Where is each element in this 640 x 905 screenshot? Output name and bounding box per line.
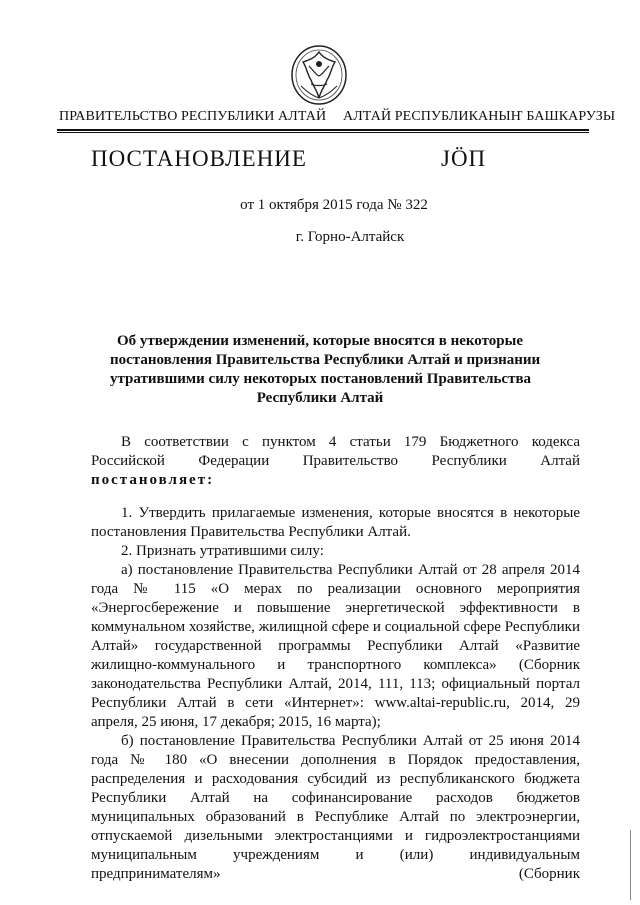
- header-rule-thin: [57, 132, 589, 133]
- document-city: г. Горно-Алтайск: [295, 229, 405, 245]
- scan-edge-mark: [630, 830, 631, 900]
- item-2: 2. Признать утратившими силу:: [121, 543, 324, 559]
- subject-line: утратившими силу некоторых постановлений Правительства: [110, 371, 532, 387]
- subject-line: Об утверждении изменений, которые вносятся в некоторые: [117, 333, 523, 349]
- preamble-block: [91, 433, 580, 490]
- coat-of-arms-emblem-icon: [287, 42, 351, 108]
- item-2b: б) постановление Правительства Республики Алтай от 25 июня 2014 года № 180 «О внесении дополнения в Порядок предоставления, распределения и расходования субсидий из республиканского бюджета Республики Алтай на софинансирование расходов бюджетов муниципальных образований в Республике Алтай по электроэнергии, отпускаемой дизельными электростанциями и гидроэлектростанциями муниципальным учреждениям и (или) индивидуальным предпринимателям» (Сборник: [91, 733, 580, 882]
- document-date-number: от 1 октября 2015 года № 322: [240, 197, 428, 213]
- org-name-russian: ПРАВИТЕЛЬСТВО РЕСПУБЛИКИ АЛТАЙ: [59, 109, 327, 124]
- subject-line: Республики Алтай: [256, 390, 384, 406]
- decree-word: постановляет:: [91, 472, 215, 488]
- item-2a: а) постановление Правительства Республики Алтай от 28 апреля 2014 года № 115 «О мерах по реализации основного мероприятия «Энергосбережение и повышение энергетической эффективности в коммунальном хозяйстве, жилищной сфере и социальной сфере Республики Алтай» государственной программы Республики Алтай «Развитие жилищно-коммунального и транспортного комплекса» (Сборник законодательства Республики Алтай, 2014, 111, 113; официальный портал Республики Алтай в сети «Интернет»: www.altai-republic.ru, 2014, 29 апреля, 25 июня, 17 декабря; 2015, 16 марта);: [91, 562, 580, 730]
- item-1: 1. Утвердить прилагаемые изменения, которые вносятся в некоторые постановления Правительства Республики Алтай.: [91, 505, 580, 540]
- body-block: [91, 504, 580, 884]
- document-title: ПОСТАНОВЛЕНИЕ: [91, 146, 307, 171]
- org-name-altai: АЛТАЙ РЕСПУБЛИКАНЫҤ БАШКАРУЗЫ: [343, 109, 616, 124]
- subject-line: постановления Правительства Республики Алтай и признании: [110, 352, 541, 368]
- document-title-altai: JÖП: [441, 146, 487, 171]
- header-rule: [57, 129, 589, 131]
- document-subject: [110, 332, 541, 408]
- preamble-text: В соответствии с пунктом 4 статьи 179 Бюджетного кодекса Российской Федерации Правительство Республики Алтай: [91, 434, 580, 469]
